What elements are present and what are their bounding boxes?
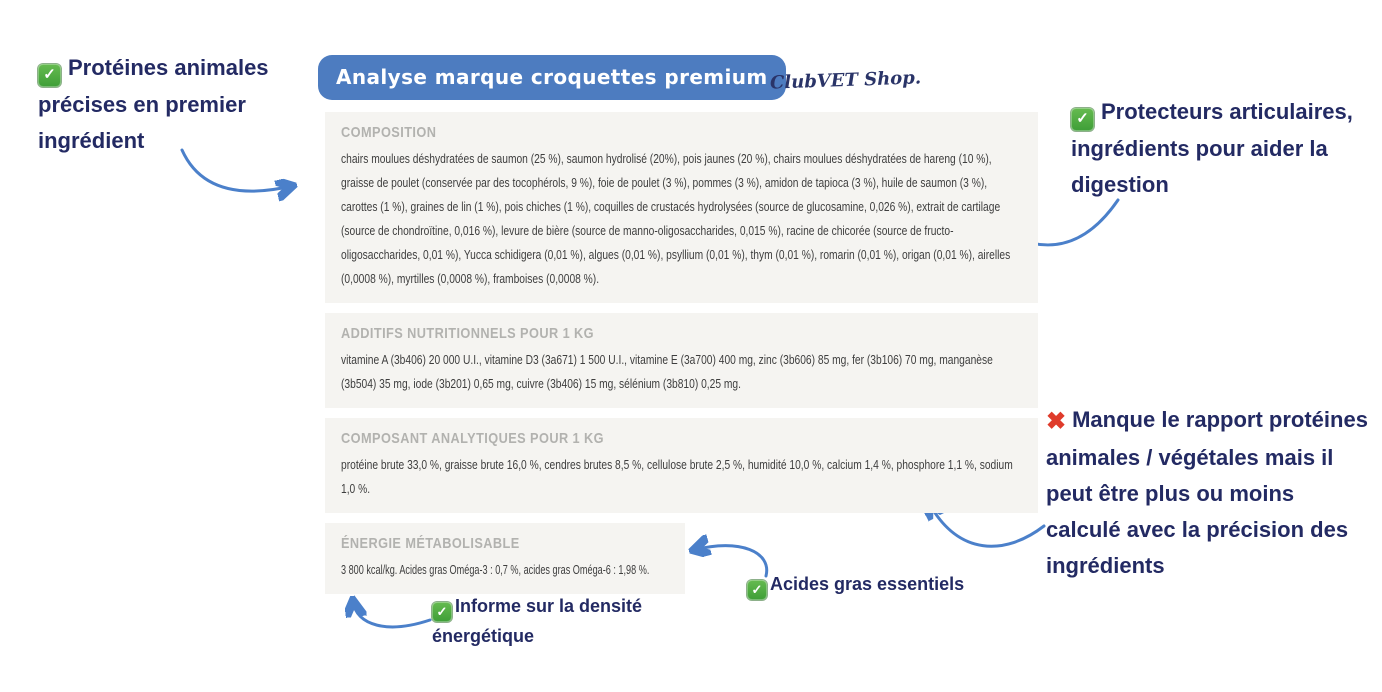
section-composants-heading: COMPOSANT ANALYTIQUES POUR 1 KG: [341, 430, 605, 447]
annotation-proteines: [38, 50, 298, 159]
title-badge: Analyse marque croquettes premium: [318, 55, 786, 100]
annotation-protecteurs: [1071, 94, 1366, 203]
section-composants-body: protéine brute 33,0 %, graisse brute 16,0 %, cendres brutes 8,5 %, cellulose brute 2,5 %, humidité 10,0 %, calcium 1,4 %, phosphore 1,1 %, sodium 1,0 %.: [341, 458, 1013, 496]
section-energie: [325, 523, 685, 594]
section-energie-heading: ÉNERGIE MÉTABOLISABLE: [341, 535, 520, 552]
annotation-protecteurs-text: Protecteurs articulaires, ingrédients pour aider la digestion: [1071, 99, 1353, 197]
cross-icon: ✖: [1046, 408, 1067, 435]
annotation-proteines-text: Protéines animales précises en premier ingrédient: [38, 55, 269, 153]
section-additifs-heading: ADDITIFS NUTRITIONNELS POUR 1 KG: [341, 325, 595, 342]
brand-signature: ClubVET Shop.: [769, 67, 922, 94]
annotation-rapport-text: Manque le rapport protéines animales / végétales mais il peut être plus ou moins calculé avec la précision des ingrédients: [1046, 407, 1368, 578]
annotation-acides: [747, 570, 964, 600]
annotation-densite-text: Informe sur la densité énergétique: [432, 596, 643, 646]
check-icon: ✓: [1071, 108, 1094, 131]
check-icon: ✓: [432, 602, 452, 622]
section-composition-heading: COMPOSITION: [341, 124, 437, 141]
section-composition-body: chairs moulues déshydratées de saumon (25 %), saumon hydrolisé (20%), pois jaunes (20 %), chairs moulues déshydratées de hareng (10 %), graisse de poulet (conservée par des tocophérols, 9 %), foie de poulet (3 %), pommes (3 %), amidon de tapioca (3 %), huile de saumon (3 %), carottes (1 %), graines de lin (1 %), pois chiches (1 %), coquilles de crustacés hydrolysées (source de glucosamine, 0,026 %), extrait de cartilage (source de chondroïtine, 0,016 %), levure de bière (source de manno-oligosaccharides, 0,015 %), racine de chicorée (source de fructo-oligosaccharides, 0,01 %), Yucca schidigera (0,01 %), algues (0,01 %), psyllium (0,01 %), thym (0,01 %), romarin (0,01 %), origan (0,01 %), airelles (0,0008 %), myrtilles (0,0008 %), framboises (0,0008 %).: [341, 152, 1011, 286]
annotation-rapport: [1046, 402, 1372, 584]
section-energie-body: 3 800 kcal/kg. Acides gras Oméga-3 : 0,7 %, acides gras Oméga-6 : 1,98 %.: [341, 563, 650, 577]
section-composants: [325, 418, 1038, 513]
annotation-densite: [432, 592, 672, 651]
check-icon: ✓: [747, 580, 767, 600]
annotation-acides-text: Acides gras essentiels: [770, 574, 965, 594]
arrow-densite: [353, 601, 430, 627]
section-composition: [325, 112, 1038, 303]
check-icon: ✓: [38, 64, 61, 87]
section-additifs: [325, 313, 1038, 408]
section-additifs-body: vitamine A (3b406) 20 000 U.I., vitamine D3 (3a671) 1 500 U.I., vitamine E (3a700) 400 mg, zinc (3b606) 85 mg, fer (3b106) 70 mg, manganèse (3b504) 35 mg, iode (3b201) 0,65 mg, cuivre (3b406) 15 mg, sélénium (3b810) 0,25 mg.: [341, 353, 993, 391]
